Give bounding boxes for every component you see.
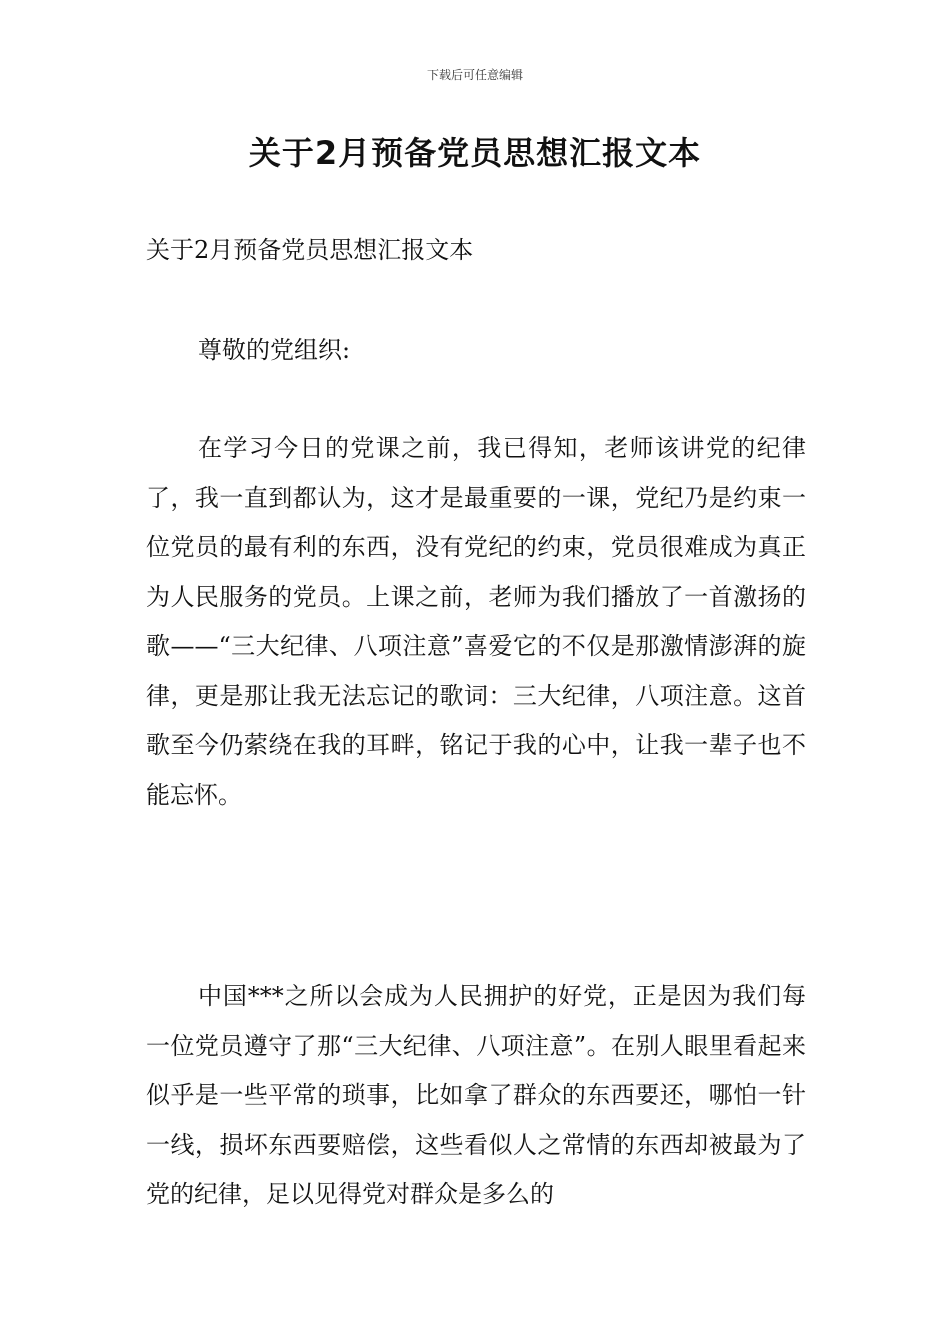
header-note: 下载后可任意编辑 <box>426 68 523 82</box>
salutation: 尊敬的党组织: <box>198 336 351 364</box>
document-title: 关于2月预备党员思想汇报文本 <box>248 134 702 172</box>
body-paragraph: 在学习今日的党课之前，我已得知，老师该讲党的纪律了，我一直到都认为，这才是最重要的一课，党纪乃是约束一位党员的最有利的东西，没有党纪的约束，党员很难成为真正为人民服务的党员。上课之前，老师为我们播放了一首激扬的歌——“三大纪律、八项注意”喜爱它的不仅是那激情澎湃的旋律，更是那让我无法忘记的歌词：三大纪律，八项注意。这首歌至今仍萦绕在我的耳畔，铭记于我的心中，让我一辈子也不能忘怀。 <box>146 434 806 809</box>
body-paragraph: 中国***之所以会成为人民拥护的好党，正是因为我们每一位党员遵守了那“三大纪律、八项注意”。在别人眼里看起来似乎是一些平常的琐事，比如拿了群众的东西要还，哪怕一针一线，损坏东西要赔偿，这些看似人之常情的东西却被最为了党的纪律，足以见得党对群众是多么的 <box>146 982 806 1208</box>
document-subtitle: 关于2月预备党员思想汇报文本 <box>146 236 474 264</box>
